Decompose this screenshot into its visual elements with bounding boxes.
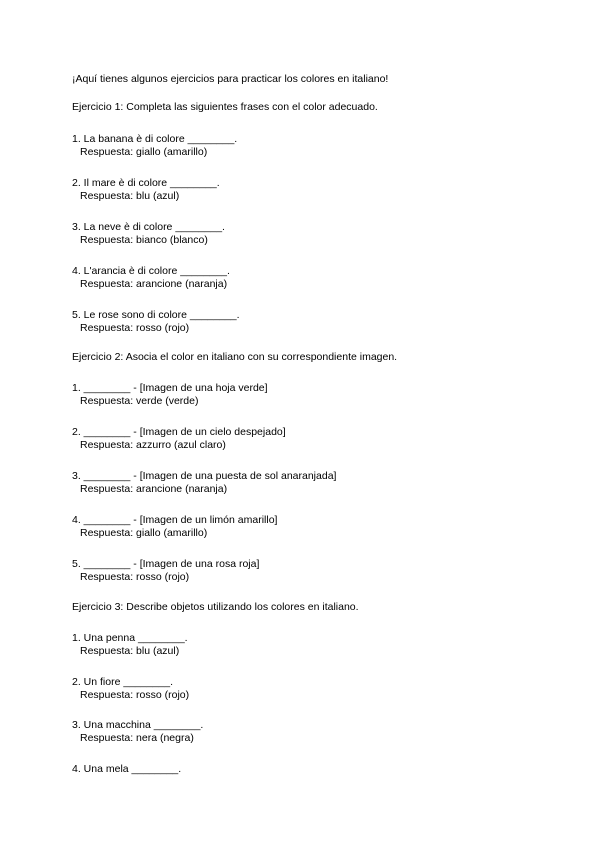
exercise-2-answer-3: Respuesta: arancione (naranja) (80, 483, 228, 495)
exercise-1-question-1: 1. La banana è di colore ________. (72, 133, 238, 145)
exercise-3-answer-3: Respuesta: nera (negra) (80, 732, 194, 744)
exercise-1-title: Ejercicio 1: Completa las siguientes frases con el color adecuado. (72, 101, 378, 113)
exercise-1-answer-3: Respuesta: bianco (blanco) (80, 234, 208, 246)
exercise-1-answer-1: Respuesta: giallo (amarillo) (80, 146, 208, 158)
exercise-3-answer-1: Respuesta: blu (azul) (80, 645, 180, 657)
exercise-2-question-5: 5. ________ - [Imagen de una rosa roja] (72, 558, 260, 570)
exercise-2-answer-5: Respuesta: rosso (rojo) (80, 571, 190, 583)
exercise-1-question-2: 2. Il mare è di colore ________. (72, 177, 220, 189)
intro-text: ¡Aquí tienes algunos ejercicios para practicar los colores en italiano! (72, 73, 389, 85)
exercise-2-question-2: 2. ________ - [Imagen de un cielo despejado] (72, 426, 286, 438)
exercise-3-answer-2: Respuesta: rosso (rojo) (80, 689, 190, 701)
exercise-3-question-3: 3. Una macchina ________. (72, 719, 204, 731)
exercise-2-answer-2: Respuesta: azzurro (azul claro) (80, 439, 226, 451)
exercise-3-question-4: 4. Una mela ________. (72, 763, 182, 775)
exercise-1-answer-4: Respuesta: arancione (naranja) (80, 278, 228, 290)
exercise-1-answer-5: Respuesta: rosso (rojo) (80, 322, 190, 334)
exercise-2-question-3: 3. ________ - [Imagen de una puesta de sol anaranjada] (72, 470, 337, 482)
exercise-2-question-1: 1. ________ - [Imagen de una hoja verde] (72, 382, 268, 394)
exercise-2-question-4: 4. ________ - [Imagen de un limón amarillo] (72, 514, 278, 526)
exercise-1-question-4: 4. L'arancia è di colore ________. (72, 265, 230, 277)
exercise-2-answer-4: Respuesta: giallo (amarillo) (80, 527, 208, 539)
exercise-2-title: Ejercicio 2: Asocia el color en italiano con su correspondiente imagen. (72, 351, 398, 363)
exercise-3-question-1: 1. Una penna ________. (72, 632, 188, 644)
exercise-1-question-3: 3. La neve è di colore ________. (72, 221, 225, 233)
exercise-3-question-2: 2. Un fiore ________. (72, 676, 173, 688)
exercise-3-title: Ejercicio 3: Describe objetos utilizando los colores en italiano. (72, 601, 359, 613)
exercise-1-answer-2: Respuesta: blu (azul) (80, 190, 180, 202)
exercise-2-answer-1: Respuesta: verde (verde) (80, 395, 199, 407)
exercise-1-question-5: 5. Le rose sono di colore ________. (72, 309, 240, 321)
